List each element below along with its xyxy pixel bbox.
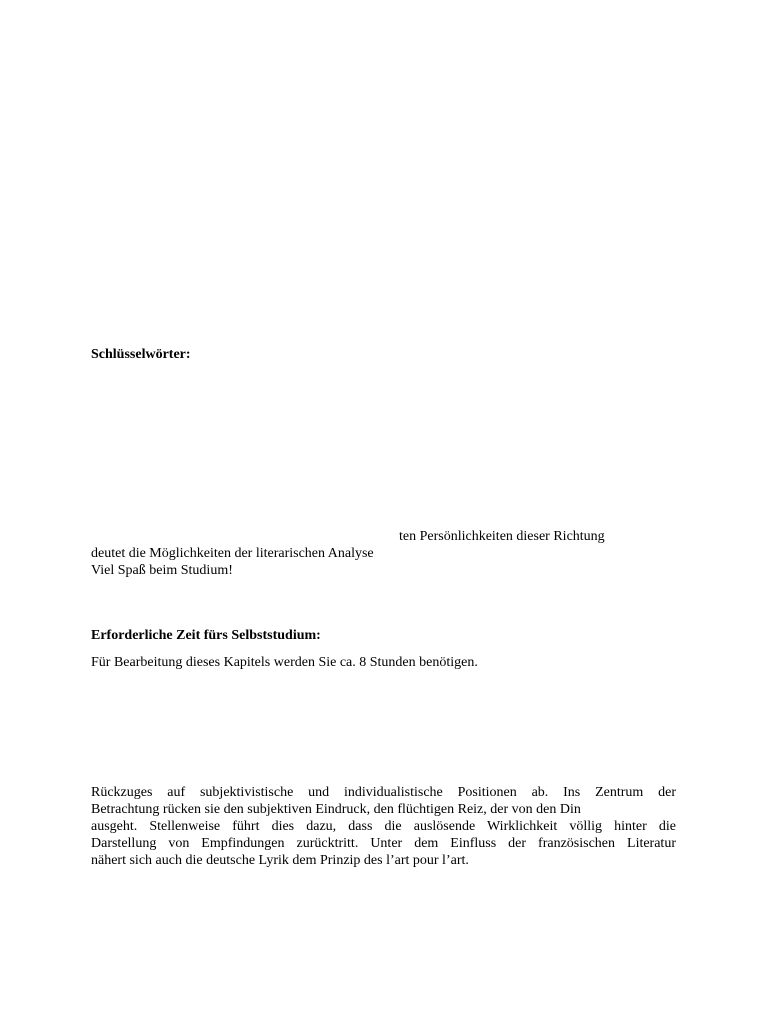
body-paragraph-line: Rückzuges auf subjektivistische und individualistische Positionen ab. Ins Zentrum der — [91, 785, 676, 800]
intro-line-3: Viel Spaß beim Studium! — [91, 563, 233, 578]
body-paragraph-line: Darstellung von Empfindungen zurücktritt. Unter dem Einfluss der französischen Literatur — [91, 836, 676, 851]
study-time-text: Für Bearbeitung dieses Kapitels werden Sie ca. 8 Stunden benötigen. — [91, 655, 478, 670]
intro-line-2: deutet die Möglichkeiten der literarischen Analyse — [91, 546, 374, 561]
body-paragraph — [91, 784, 676, 869]
study-time-heading: Erforderliche Zeit fürs Selbststudium: — [91, 628, 321, 643]
intro-line-1: ten Persönlichkeiten dieser Richtung — [399, 529, 605, 544]
body-paragraph-line: nähert sich auch die deutsche Lyrik dem Prinzip des l’art pour l’art. — [91, 853, 469, 868]
body-paragraph-line: Betrachtung rücken sie den subjektiven Eindruck, den flüchtigen Reiz, der von den Din — [91, 802, 581, 817]
keywords-heading: Schlüsselwörter: — [91, 347, 191, 362]
body-paragraph-line: ausgeht. Stellenweise führt dies dazu, dass die auslösende Wirklichkeit völlig hinter die — [91, 819, 676, 834]
